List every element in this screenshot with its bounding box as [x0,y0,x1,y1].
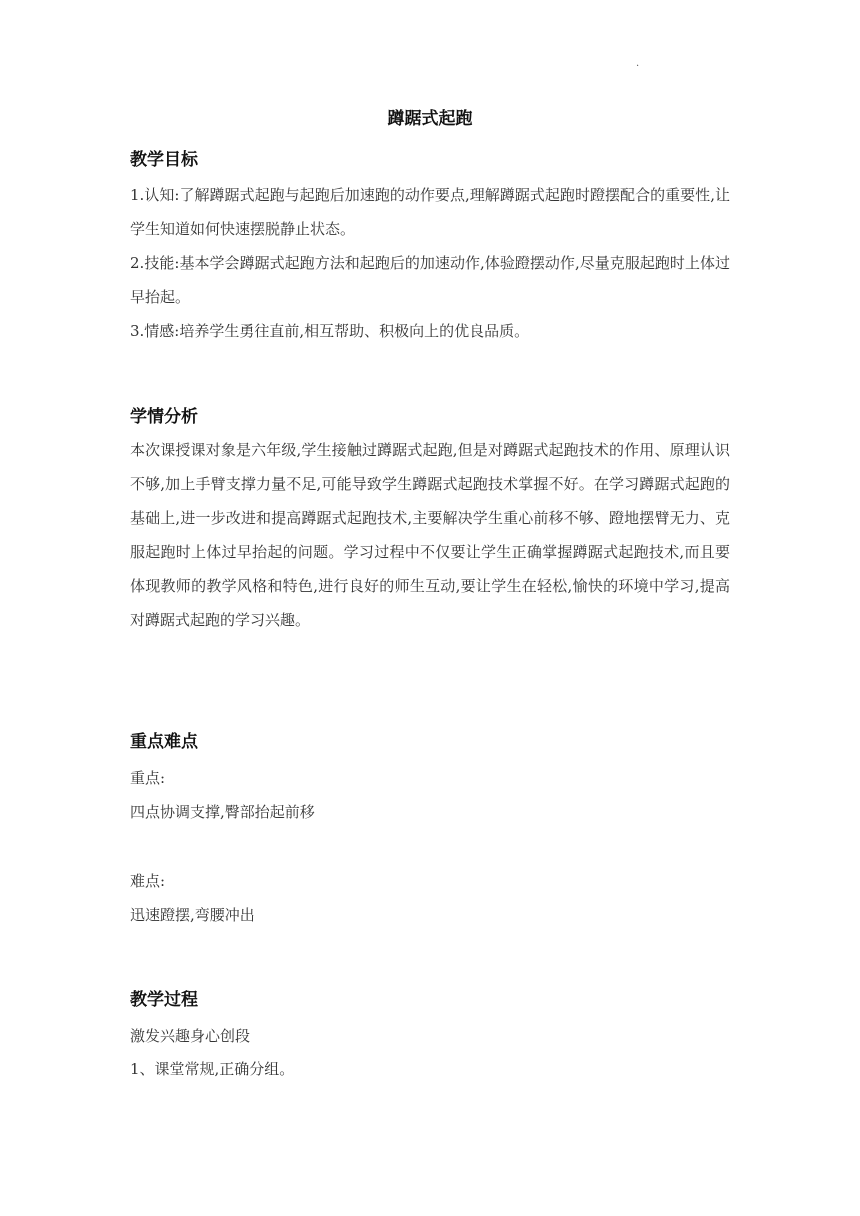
focus-label: 重点: [130,769,166,787]
goal-item-3: 3.情感:培养学生勇往直前,相互帮助、积极向上的优良品质。 [130,322,530,340]
document-title: 蹲踞式起跑 [387,109,473,129]
process-step-1: 1、课堂常规,正确分组。 [130,1060,295,1078]
focus-text: 四点协调支撑,臀部抬起前移 [130,803,315,821]
section-heading-goals: 教学目标 [130,150,198,170]
difficulty-label: 难点: [130,872,166,890]
goal-item-2: 2.技能:基本学会蹲踞式起跑方法和起跑后的加速动作,体验蹬摆动作,尽量克服起跑时上体过早抬起。 [130,254,730,306]
process-stage: 激发兴趣身心创段 [130,1027,251,1045]
section-heading-process: 教学过程 [130,990,198,1010]
section-heading-key-points: 重点难点 [130,732,198,752]
analysis-paragraph: 本次课授课对象是六年级,学生接触过蹲踞式起跑,但是对蹲踞式起跑技术的作用、原理认识不够,加上手臂支撑力量不足,可能导致学生蹲踞式起跑技术掌握不好。在学习蹲踞式起跑的基础上,进一步改进和提高蹲踞式起跑技术,主要解决学生重心前移不够、蹬地摆臂无力、克服起跑时上体过早抬起的问题。学习过程中不仅要让学生正确掌握蹲踞式起跑技术,而且要体现教师的教学风格和特色,进行良好的师生互动,要让学生在轻松,愉快的环境中学习,提高对蹲踞式起跑的学习兴趣。 [130,441,730,629]
section-heading-analysis: 学情分析 [130,407,198,427]
difficulty-text: 迅速蹬摆,弯腰冲出 [130,906,255,924]
goal-item-1: 1.认知:了解蹲踞式起跑与起跑后加速跑的动作要点,理解蹲踞式起跑时蹬摆配合的重要性,让学生知道如何快速摆脱静止状态。 [130,186,730,238]
header-mark: . [636,58,640,69]
